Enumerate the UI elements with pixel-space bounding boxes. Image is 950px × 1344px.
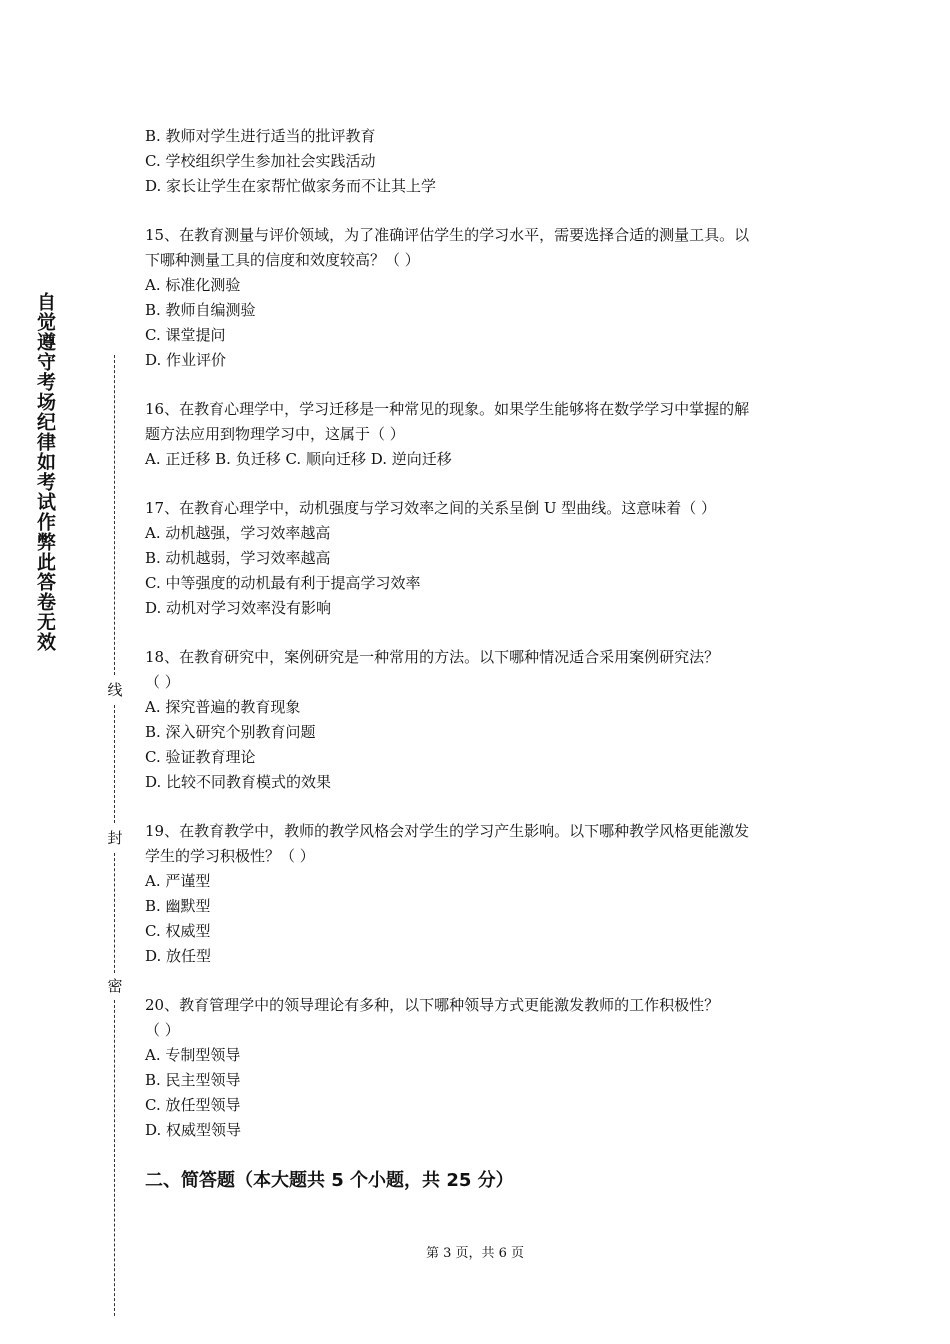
question-stem: 下哪种测量工具的信度和效度较高？（ ） <box>145 251 420 269</box>
binding-dashed-line <box>114 705 115 823</box>
option: D. 作业评价 <box>145 351 227 369</box>
option: A. 正迁移 B. 负迁移 C. 顺向迁移 D. 逆向迁移 <box>145 450 452 468</box>
binding-dashed-line <box>114 853 115 973</box>
question-15 <box>145 223 815 373</box>
option: D. 比较不同教育模式的效果 <box>145 773 332 791</box>
option: C. 放任型领导 <box>145 1096 241 1114</box>
option: D. 动机对学习效率没有影响 <box>145 599 332 617</box>
question-stem: 15、在教育测量与评价领域，为了准确评估学生的学习水平，需要选择合适的测量工具。以 <box>145 226 750 244</box>
option: A. 探究普遍的教育现象 <box>145 698 301 716</box>
question-17 <box>145 496 815 621</box>
option: D. 放任型 <box>145 947 212 965</box>
option: A. 动机越强，学习效率越高 <box>145 524 331 542</box>
binding-dashed-line <box>114 355 115 675</box>
question-20 <box>145 993 815 1143</box>
question-16 <box>145 397 815 472</box>
question-stem: （ ） <box>145 673 180 691</box>
question-stem: 18、在教育研究中，案例研究是一种常用的方法。以下哪种情况适合采用案例研究法？ <box>145 648 720 666</box>
section-title: 二、简答题（本大题共 5 个小题，共 25 分） <box>145 1170 514 1191</box>
previous-question-options <box>145 124 815 199</box>
question-stem: （ ） <box>145 1021 180 1039</box>
seal-label-line: 线 <box>107 681 123 699</box>
question-stem: 学生的学习积极性？（ ） <box>145 847 315 865</box>
option: D. 权威型领导 <box>145 1121 242 1139</box>
option: B. 民主型领导 <box>145 1071 241 1089</box>
option: C. 学校组织学生参加社会实践活动 <box>145 152 376 170</box>
question-stem: 20、教育管理学中的领导理论有多种，以下哪种领导方式更能激发教师的工作积极性？ <box>145 996 720 1014</box>
question-19 <box>145 819 815 969</box>
option: B. 教师自编测验 <box>145 301 256 319</box>
option: B. 动机越弱，学习效率越高 <box>145 549 331 567</box>
question-stem: 题方法应用到物理学习中，这属于（ ） <box>145 425 405 443</box>
option: C. 权威型 <box>145 922 211 940</box>
option: C. 验证教育理论 <box>145 748 256 766</box>
option: A. 严谨型 <box>145 872 211 890</box>
question-stem: 16、在教育心理学中，学习迁移是一种常见的现象。如果学生能够将在数学学习中掌握的解 <box>145 400 750 418</box>
seal-label-secret: 密 <box>107 977 123 995</box>
option: C. 中等强度的动机最有利于提高学习效率 <box>145 574 421 592</box>
question-18 <box>145 645 815 795</box>
option: C. 课堂提问 <box>145 326 226 344</box>
option: A. 专制型领导 <box>145 1046 241 1064</box>
option: D. 家长让学生在家帮忙做家务而不让其上学 <box>145 177 437 195</box>
question-stem: 17、在教育心理学中，动机强度与学习效率之间的关系呈倒 U 型曲线。这意味着（ ） <box>145 499 717 517</box>
binding-dashed-line <box>114 1000 115 1316</box>
option: A. 标准化测验 <box>145 276 241 294</box>
option: B. 幽默型 <box>145 897 211 915</box>
page-footer: 第 3 页，共 6 页 <box>425 1246 525 1261</box>
seal-label-seal: 封 <box>107 829 123 847</box>
option: B. 深入研究个别教育问题 <box>145 723 316 741</box>
option: B. 教师对学生进行适当的批评教育 <box>145 127 376 145</box>
question-stem: 19、在教育教学中，教师的教学风格会对学生的学习产生影响。以下哪种教学风格更能激发 <box>145 822 750 840</box>
exam-discipline-warning: 自觉遵守考场纪律如考试作弊此答卷无效 <box>34 292 56 652</box>
question-list <box>145 124 815 1167</box>
